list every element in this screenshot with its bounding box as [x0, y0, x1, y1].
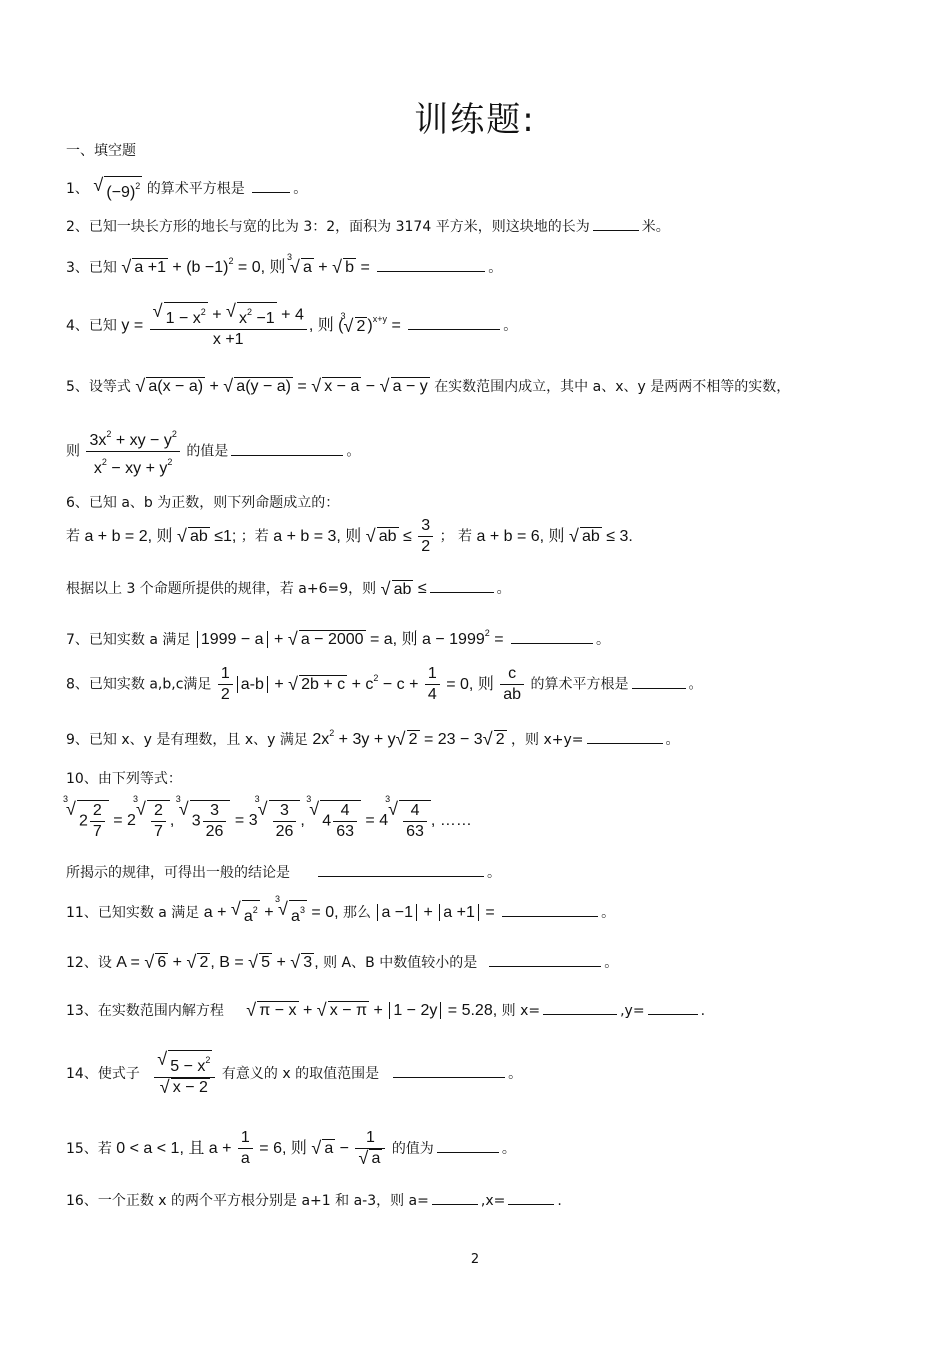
question-5-cont: 则 $\frac{3x^2 + xy - y^2}{x^2 - xy + y^2}$ 的值是 。	[66, 424, 890, 479]
question-7: 7、已知实数 a 满足 1999 − a + √ a − 2000 = a, 则 $a - 1999^2$ = 。	[66, 628, 611, 650]
question-6-cont: 根据以上 3 个命题所提供的规律，若 a+6=9，则 √ ab ≤ 。	[66, 578, 511, 599]
question-9: 9、已知 x、y 是有理数，且 x、y 满足 $2x^2 + 3y + y$ √ 2 = 23 − 3 √ 2 ，则 x+y= 。	[66, 728, 680, 750]
question-4: 4、已知 y = √ $1 - x^2$ + √ $x^2 -1 + 4$ x +1 , 则 ( 3 √ 2 )$^{x+y}$ = 。	[66, 301, 518, 348]
question-10: 10、由下列等式：	[66, 771, 182, 787]
page-number: 2	[470, 1252, 480, 1267]
question-13: 13、在实数范围内解方程 √ π − x + √ x − π + 1 − 2y = 5.28, 则 x= ,y= .	[66, 1000, 706, 1021]
question-10-formula: 3 √ 2 $\frac{2}{7}$ = 2 3 √ $\frac{2}{7}$ , 3 √ 3 $\frac{3}{26}$ = 3 3 √ $\frac{3}{26}$ , 3 √ 4 $\frac{4}{63}$ = 4 3 √ $\frac{4}{63}$ , ……	[63, 794, 472, 840]
question-2: 2、已知一块长方形的地长与宽的比为 3：2，面积为 3174 平方米，则这块地的长为 米。	[66, 216, 890, 236]
question-1: 1、 √ $(-9)^2$ 的算术平方根是 。	[66, 175, 308, 201]
question-5: 5、设等式 √ a(x − a) + √ a(y − a) = √ x − a − √ a − y 在实数范围内成立，其中 a、x、y 是两两不相等的实数，	[66, 376, 791, 397]
question-8: 8、已知实数 a,b,c满足 $\frac{1}{2}$ a-b + √ $2b + c + c^2 - c$ + $\frac{1}{4}$ = 0, 则 $\frac{c}{ab}$ 的算术平方根是 。	[66, 665, 703, 703]
page-title: 训练题:	[414, 100, 536, 140]
question-11: 11、已知实数 a 满足 a + √ $a^2$ + 3 √ $a^3 = 0$, 那么 a −1 + a +1 = 。	[66, 894, 616, 925]
question-10-cont: 所揭示的规律，可得出一般的结论是 。	[66, 862, 890, 882]
question-6: 6、已知 a、b 为正数，则下列命题成立的：	[66, 495, 340, 511]
question-15: 15、若 0 < a < 1, 且 a + $\frac{1}{a}$ = 6, 则 √ a − 1 √ a 的值为 。	[66, 1129, 516, 1168]
question-6-rules: 若 a + b = 2, 则 √ ab ≤1; ；若 a + b = 3, 则 √ ab ≤ $\frac{3}{2}$ ； 若 a + b = 6, 则 √ ab ≤ 3.	[66, 517, 633, 555]
section-heading: 一、填空题	[66, 143, 136, 159]
question-3: 3、已知 √ $a +1 + (b -1)^2 = 0$, 则 3 √ a + √ b = 。	[66, 252, 503, 278]
question-16: 16、一个正数 x 的两个平方根分别是 a+1 和 a-3，则 a= ,x= .	[66, 1190, 890, 1210]
question-12: 12、设 A = √ 6 + √ 2 , B = √ 5 + √ 3 , 则 A、B 中数值较小的是 。	[66, 952, 619, 973]
question-14: 14、使式子 √ $5 - x^2$ √ x − 2 有意义的 x 的取值范围是 。	[66, 1049, 523, 1097]
